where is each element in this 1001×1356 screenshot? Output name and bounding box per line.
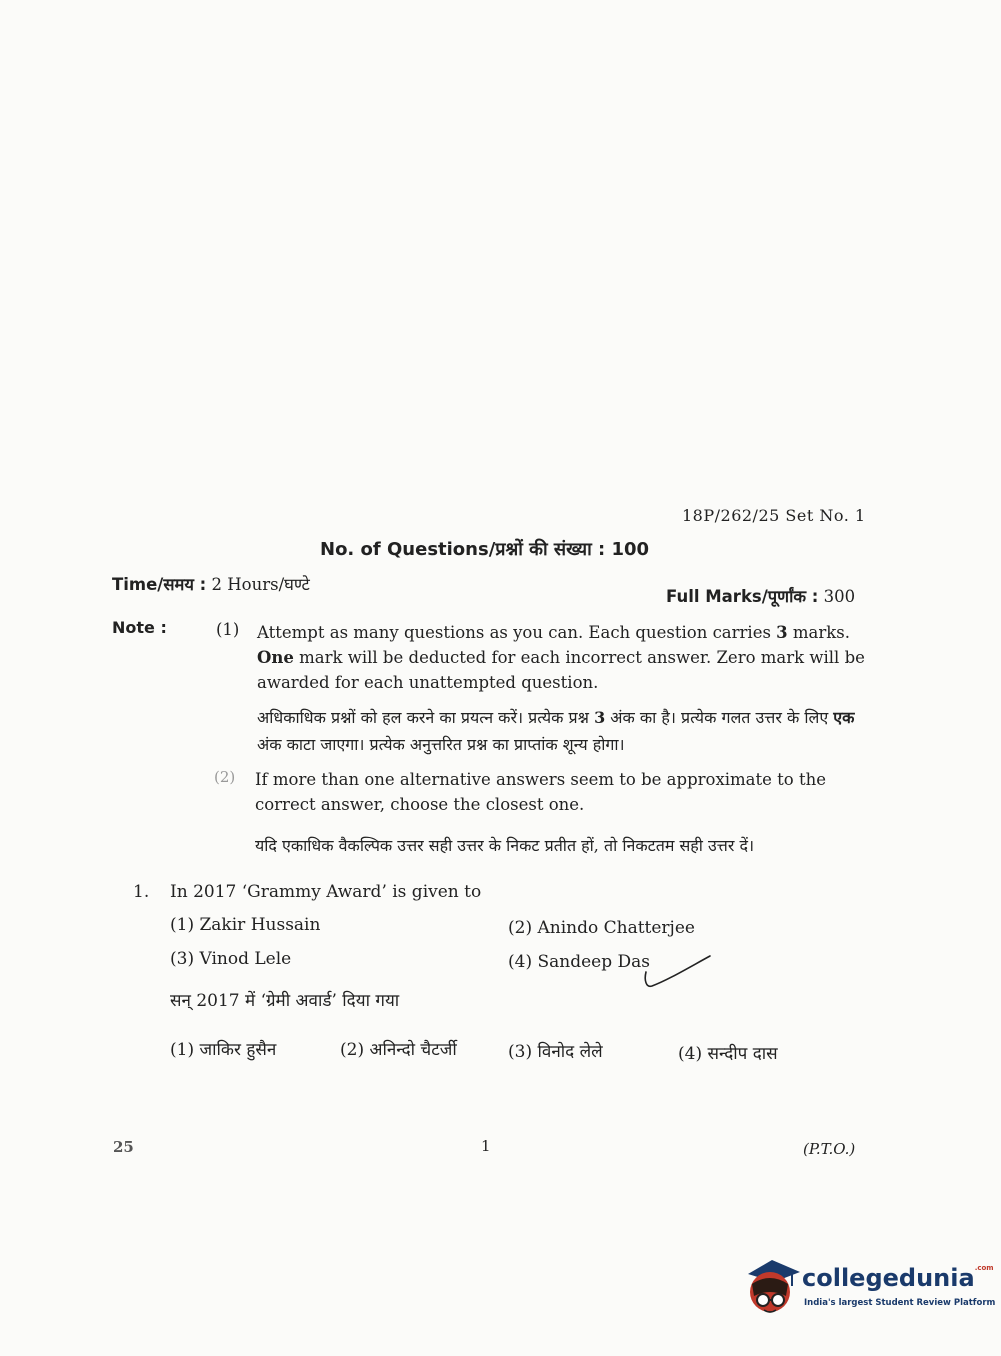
option-3-hindi: (3) विनोद लेले [508, 1042, 603, 1062]
note-item2-hindi: यदि एकाधिक वैकल्पिक उत्तर सही उत्तर के निकट प्रतीत हों, तो निकटतम सही उत्तर दें। [255, 836, 755, 855]
footer-code: 25 [113, 1138, 134, 1156]
note-item2-english: If more than one alternative answers seem to be approximate to the correct answer, choose the closest one. [255, 770, 826, 814]
note-item1-bold-b: One [257, 648, 294, 667]
note-item1-text-c: mark will be deducted for each incorrect answer. Zero mark will be awarded for each unattempted question. [257, 648, 865, 692]
paper-code: 18P/262/25 Set No. 1 [682, 506, 866, 525]
option-2-english: (2) Anindo Chatterjee [508, 918, 695, 938]
option-4-hindi: (4) सन्दीप दास [678, 1044, 778, 1064]
note-item1-hindi-bold-a: 3 [594, 708, 606, 727]
note-item1-hindi-bold-b: एक [833, 708, 855, 727]
option-3-english: (3) Vinod Lele [170, 949, 292, 969]
time-value: 2 Hours/घण्टे [211, 575, 310, 594]
note-item1-text-a: Attempt as many questions as you can. Each question carries [257, 623, 777, 642]
note-label: Note : [112, 618, 167, 637]
watermark-brand-suffix: .com [974, 1264, 994, 1272]
note-item1-english [257, 620, 869, 695]
note-item1-number: (1) [216, 620, 240, 639]
pto-label: (P.T.O.) [803, 1140, 856, 1158]
watermark-brand [802, 1264, 994, 1292]
option-1-english: (1) Zakir Hussain [170, 915, 321, 935]
question-text-english: In 2017 ‘Grammy Award’ is given to [170, 882, 482, 902]
note-item2-number: (2) [214, 768, 236, 786]
full-marks [666, 584, 855, 607]
note-item1-bold-a: 3 [776, 623, 788, 642]
option-4-english: (4) Sandeep Das [508, 952, 650, 972]
mascot-icon [742, 1252, 802, 1318]
time-label: Time/समय : [112, 575, 207, 594]
marks-label: Full Marks/पूर्णांक : [666, 587, 819, 606]
note-item1-hindi-a: अधिकाधिक प्रश्नों को हल करने का प्रयत्न करें। प्रत्येक प्रश्न [257, 708, 595, 727]
option-2-hindi: (2) अनिन्दो चैटर्जी [340, 1040, 457, 1060]
marks-value: 300 [823, 587, 856, 606]
collegedunia-watermark [742, 1252, 996, 1322]
questions-value: 100 [611, 539, 650, 560]
watermark-tagline: India's largest Student Review Platform [804, 1298, 996, 1308]
note-item1-text-b: marks. [787, 623, 850, 642]
time-info [112, 572, 310, 595]
questions-label: No. of Questions/प्रश्नों की संख्या : [320, 539, 606, 560]
option-1-hindi: (1) जाकिर हुसैन [170, 1040, 277, 1060]
page-number: 1 [481, 1137, 491, 1155]
answer-tick-mark [638, 950, 718, 995]
questions-count [320, 537, 649, 561]
question-number: 1. [133, 882, 150, 902]
watermark-brand-name: collegedunia [802, 1264, 975, 1292]
note-item1-hindi [257, 704, 869, 758]
note-item1-hindi-b: अंक का है। प्रत्येक गलत उत्तर के लिए [605, 708, 834, 727]
question-text-hindi: सन् 2017 में ‘ग्रेमी अवार्ड’ दिया गया [170, 991, 400, 1011]
note-item1-hindi-c: अंक काटा जाएगा। प्रत्येक अनुत्तरित प्रश्न का प्राप्तांक शून्य होगा। [257, 735, 625, 754]
